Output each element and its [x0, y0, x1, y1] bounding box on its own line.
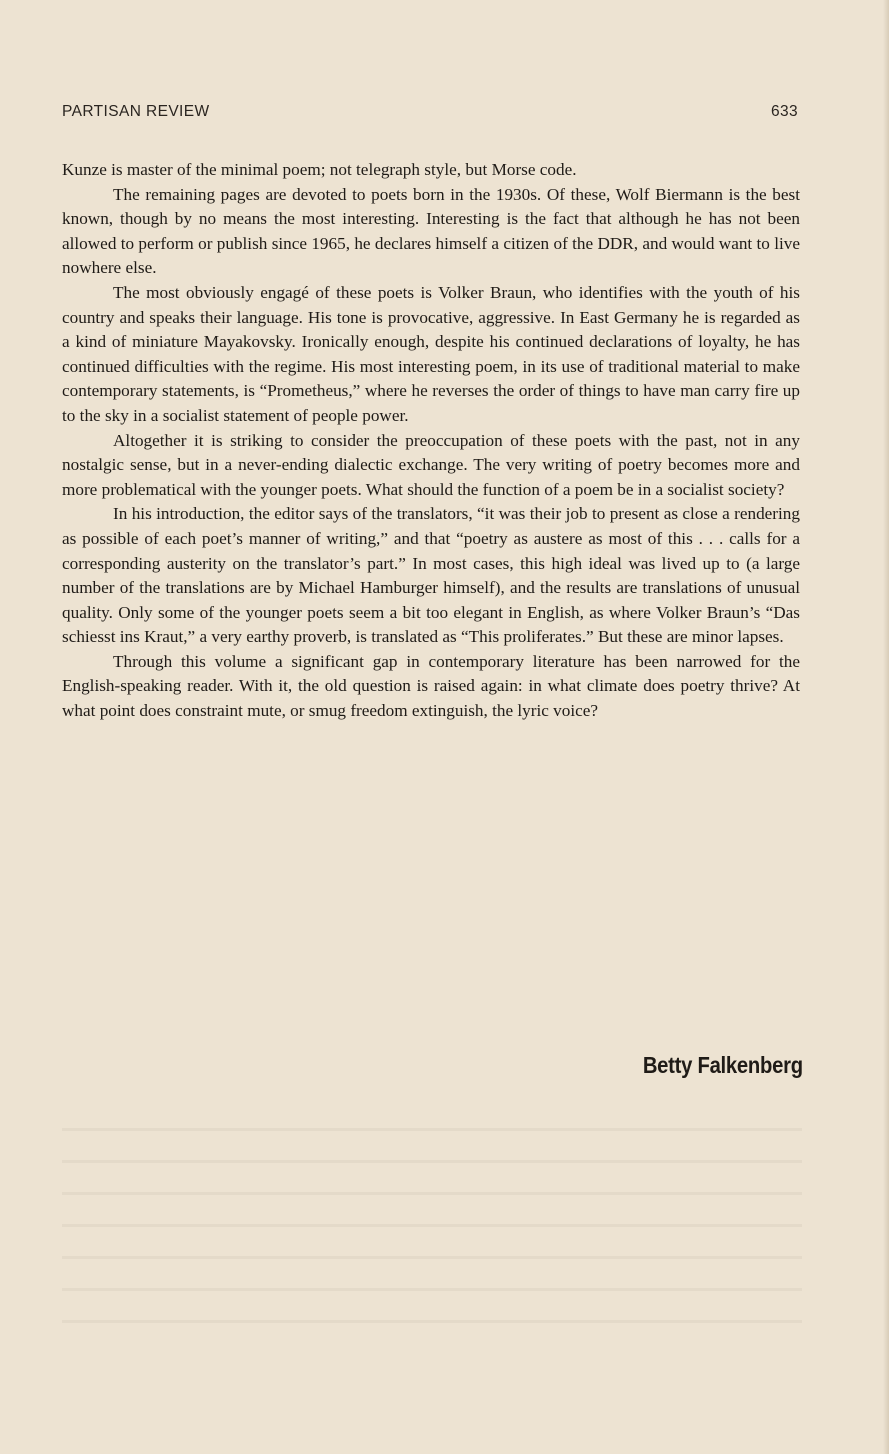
page-edge [883, 0, 889, 1454]
paragraph: Altogether it is striking to consider the preoccupation of these poets with the past, not in any nostalgic sense, but in a never-ending dialectic exchange. The very writing of poetry becomes more and more problematical with the younger poets. What should the function of a poem be in a socialist society? [62, 430, 800, 499]
paragraph: The remaining pages are devoted to poets born in the 1930s. Of these, Wolf Biermann is the best known, though by no means the most interesting. Interesting is the fact that although he has not been allowed to perform or publish since 1965, he declares himself a citizen of the DDR, and would want to live nowhere else. [62, 184, 800, 278]
page-number: 633 [770, 103, 798, 120]
article-body [62, 158, 800, 724]
running-head [62, 100, 798, 124]
paragraph: Through this volume a significant gap in contemporary literature has been narrowed for the English-speaking reader. With it, the old question is raised again: in what climate does poetry thrive? At what point does constraint mute, or smug freedom extinguish, the lyric voice? [62, 651, 800, 721]
paragraph: The most obviously engagé of these poets is Volker Braun, who identifies with the youth of his country and speaks their language. His tone is provocative, aggressive. In East Germany he is regarded as a kind of miniature Mayakovsky. Ironically enough, despite his continued declarations of loyalty, he has continued difficulties with the regime. His most interesting poem, in its use of traditional material to make contemporary statements, is “Prometheus,” where he reverses the order of things to have man carry fire up to the sky in a socialist statement of people power. [62, 282, 800, 425]
journal-title: PARTISAN REVIEW [62, 103, 210, 120]
paragraph: In his introduction, the editor says of the translators, “it was their job to present as close a rendering as possible of each poet’s manner of writing,” and that “poetry as austere as most of this . . . calls for a corresponding austerity on the translator’s part.” In most cases, this high ideal was lived up to (a large number of the translations are by Michael Hamburger himself), and the results are translations of unusual quality. Only some of the younger poets seem a bit too elegant in English, as where Volker Braun’s “Das schiesst ins Kraut,” a very earthy proverb, is translated as “This proliferates.” But these are minor lapses. [62, 504, 800, 647]
show-through-texture [62, 1110, 802, 1330]
author-signature: Betty Falkenberg [643, 1052, 803, 1078]
paragraph: Kunze is master of the minimal poem; not telegraph style, but Morse code. [62, 160, 577, 179]
